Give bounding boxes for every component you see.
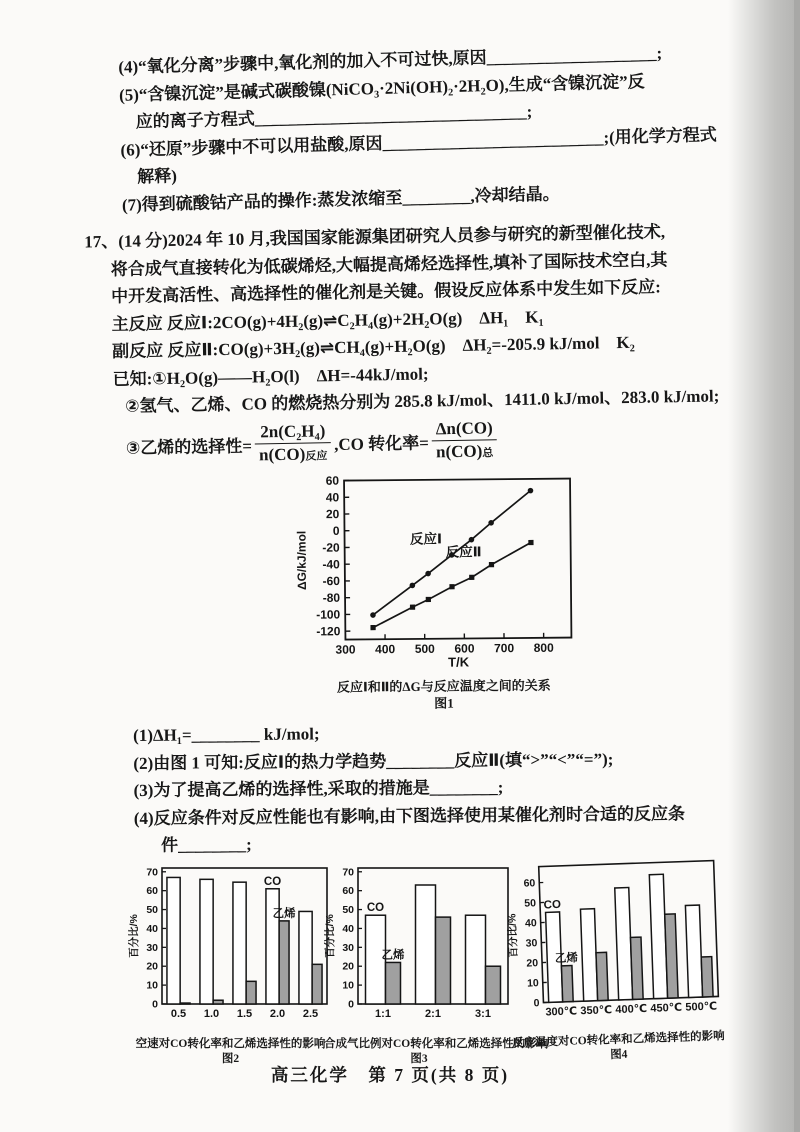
svg-text:-20: -20: [322, 540, 340, 555]
denominator-subscript-2: 总: [482, 447, 494, 460]
svg-text:400℃: 400℃: [615, 1002, 648, 1017]
figure1-caption: 图1: [434, 695, 454, 711]
question-4-line: (4)“氧化分离”步骤中,氧化剂的加入不可过快,原因____________________;: [118, 43, 663, 77]
svg-text:3:1: 3:1: [475, 1008, 491, 1020]
page-edge-line: [794, 0, 800, 1132]
denominator-subscript: 反应: [305, 450, 328, 463]
svg-text:CO: CO: [263, 875, 282, 888]
selectivity-numerator: 2n(C₂H₄): [255, 422, 332, 445]
figure4-bar-chart: [504, 852, 725, 1031]
svg-text:2:1: 2:1: [425, 1008, 441, 1020]
figure3-bar-chart: [324, 860, 514, 1032]
figure4-title: 反应温度对CO转化率和乙烯选择性的影响: [511, 1030, 725, 1050]
svg-text:40: 40: [524, 917, 537, 930]
svg-text:70: 70: [146, 866, 158, 879]
figure2-caption: 图2: [221, 1053, 240, 1065]
svg-text:700: 700: [494, 641, 515, 656]
svg-text:乙烯: 乙烯: [554, 952, 579, 966]
svg-text:40: 40: [146, 922, 158, 935]
svg-text:反应Ⅱ: 反应Ⅱ: [445, 544, 482, 560]
svg-text:50: 50: [342, 904, 354, 917]
svg-text:-40: -40: [322, 557, 340, 572]
svg-text:40: 40: [325, 490, 340, 505]
svg-text:10: 10: [342, 979, 354, 992]
subquestion-1: (1)ΔH₁=________ kJ/mol;: [133, 724, 320, 745]
side-reaction-equation: 副反应 反应Ⅱ:CO(g)+3H₂(g)⇌CH₄(g)+H₂O(g) ΔH₂=-205.9 kJ/mol K₂: [111, 332, 635, 361]
svg-text:0: 0: [348, 998, 354, 1011]
subquestions-block: [133, 716, 774, 859]
svg-text:20: 20: [342, 960, 354, 973]
svg-text:400: 400: [375, 642, 396, 657]
svg-text:T/K: T/K: [448, 654, 470, 670]
svg-text:60: 60: [146, 885, 158, 898]
svg-text:-100: -100: [316, 607, 341, 622]
question-17-block: [84, 217, 762, 473]
q17-intro-line-3: 中开发高活性、高选择性的催化剂是关键。假设反应体系中发生如下反应:: [111, 277, 661, 306]
svg-text:40: 40: [342, 922, 354, 935]
figure1-container: [292, 473, 594, 713]
svg-text:百分比/%: 百分比/%: [128, 914, 140, 958]
svg-text:600: 600: [454, 641, 475, 656]
figure1-title: 反应Ⅰ和Ⅱ的ΔG与反应温度之间的关系: [336, 677, 551, 695]
svg-text:10: 10: [146, 979, 158, 992]
svg-text:0.5: 0.5: [170, 1008, 187, 1020]
svg-text:2.0: 2.0: [269, 1008, 286, 1020]
conversion-denominator: n(CO)总: [435, 441, 494, 462]
q17-intro-line-1: 17、(14 分)2024 年 10 月,我国国家能源集团研究人员参与研究的新型催化技术,: [84, 222, 666, 252]
q17-intro-line-2: 将合成气直接转化为低碳烯烃,大幅提高烯烃选择性,填补了国际技术空白,其: [110, 249, 668, 279]
selectivity-fraction: [255, 422, 332, 465]
svg-text:30: 30: [146, 941, 158, 954]
svg-text:20: 20: [146, 960, 158, 973]
svg-text:百分比/%: 百分比/%: [506, 913, 520, 958]
svg-text:350℃: 350℃: [580, 1004, 613, 1018]
figure2-container: [128, 860, 333, 1067]
svg-text:20: 20: [526, 957, 539, 970]
svg-text:百分比/%: 百分比/%: [324, 914, 336, 958]
question-6-line-2: 解释): [136, 166, 178, 187]
svg-text:500℃: 500℃: [685, 1000, 718, 1014]
question-5-line-1: (5)“含镍沉淀”是碱式碳酸镍(NiCO₃·2Ni(OH)₂·2H₂O),生成“含镍沉淀”反: [118, 71, 645, 105]
svg-text:30: 30: [342, 941, 354, 954]
figure1-line-chart: [292, 473, 594, 674]
svg-text:60: 60: [342, 885, 354, 898]
svg-text:300℃: 300℃: [545, 1005, 578, 1019]
question-6-line-1: (6)“还原”步骤中不可以用盐酸,原因__________________________;(用化学方程式: [120, 124, 717, 160]
known-info-1: 已知:①H₂O(g)——H₂O(l) ΔH=-44kJ/mol;: [112, 363, 429, 389]
selectivity-formula: [125, 409, 762, 472]
formula-middle: ,CO 转化率=: [334, 433, 430, 455]
svg-text:乙烯: 乙烯: [272, 907, 296, 920]
subquestion-3: (3)为了提高乙烯的选择性,采取的措施是________;: [133, 777, 504, 800]
svg-text:1:1: 1:1: [375, 1008, 391, 1020]
figure3-title: 合成气比例对CO转化率和乙烯选择性的影响: [324, 1038, 549, 1050]
svg-text:500: 500: [414, 641, 435, 656]
svg-text:60: 60: [523, 877, 536, 890]
svg-text:300: 300: [335, 642, 356, 657]
svg-text:20: 20: [325, 507, 340, 522]
figure2-bar-chart: [128, 860, 333, 1032]
conversion-numerator: Δn(CO): [431, 419, 497, 442]
svg-text:50: 50: [524, 897, 537, 910]
svg-text:450℃: 450℃: [650, 1001, 683, 1015]
svg-text:-120: -120: [316, 624, 341, 639]
svg-text:60: 60: [325, 473, 340, 488]
svg-text:1.5: 1.5: [236, 1008, 253, 1020]
svg-text:30: 30: [525, 937, 538, 950]
subquestion-2: (2)由图 1 可知:反应Ⅰ的热力学趋势________反应Ⅱ(填“>”“<”“=”);: [133, 749, 614, 773]
question-5-line-2: 应的离子方程式________________________________;: [135, 101, 533, 132]
svg-text:1.0: 1.0: [203, 1008, 220, 1020]
svg-text:-80: -80: [322, 590, 341, 605]
svg-text:2.5: 2.5: [302, 1008, 319, 1020]
svg-text:CO: CO: [543, 898, 562, 912]
known-info-2: ②氢气、乙烯、CO 的燃烧热分别为 285.8 kJ/mol、1411.0 kJ/mol、283.0 kJ/mol;: [124, 386, 720, 416]
svg-text:800: 800: [533, 640, 554, 655]
selectivity-denominator: n(CO)反应: [258, 444, 328, 465]
subquestion-4-line-1: (4)反应条件对反应性能也有影响,由下图选择使用某催化剂时合适的反应条: [133, 803, 685, 828]
svg-text:CO: CO: [366, 902, 385, 915]
page-footer: 高三化学 第 7 页(共 8 页): [270, 1065, 510, 1085]
figure3-container: [324, 860, 549, 1067]
svg-text:50: 50: [146, 904, 158, 917]
svg-text:ΔG/kJ/mol: ΔG/kJ/mol: [294, 530, 309, 591]
question-7-line: (7)得到硫酸钴产品的操作:蒸发浓缩至________,冷却结晶。: [121, 183, 560, 215]
formula-prefix: ③乙烯的选择性=: [125, 436, 253, 458]
svg-text:0: 0: [332, 523, 340, 538]
figure4-container: [504, 852, 726, 1066]
svg-text:70: 70: [342, 866, 354, 879]
svg-text:0: 0: [152, 998, 158, 1011]
figure4-caption: 图4: [610, 1048, 628, 1062]
svg-text:10: 10: [526, 977, 539, 990]
main-reaction-equation: 主反应 反应Ⅰ:2CO(g)+4H₂(g)⇌C₂H₄(g)+2H₂O(g) ΔH₁ K₁: [111, 306, 544, 334]
svg-text:反应Ⅰ: 反应Ⅰ: [409, 531, 443, 547]
questions-4-7-block: [110, 37, 762, 219]
figure3-caption: 图3: [410, 1053, 428, 1065]
figure2-title: 空速对CO转化率和乙烯选择性的影响: [135, 1038, 326, 1050]
svg-text:乙烯: 乙烯: [381, 949, 405, 962]
conversion-fraction: [431, 419, 497, 462]
svg-text:-60: -60: [322, 574, 340, 589]
svg-text:0: 0: [533, 997, 540, 1010]
subquestion-4-line-2: 件________;: [160, 834, 252, 855]
